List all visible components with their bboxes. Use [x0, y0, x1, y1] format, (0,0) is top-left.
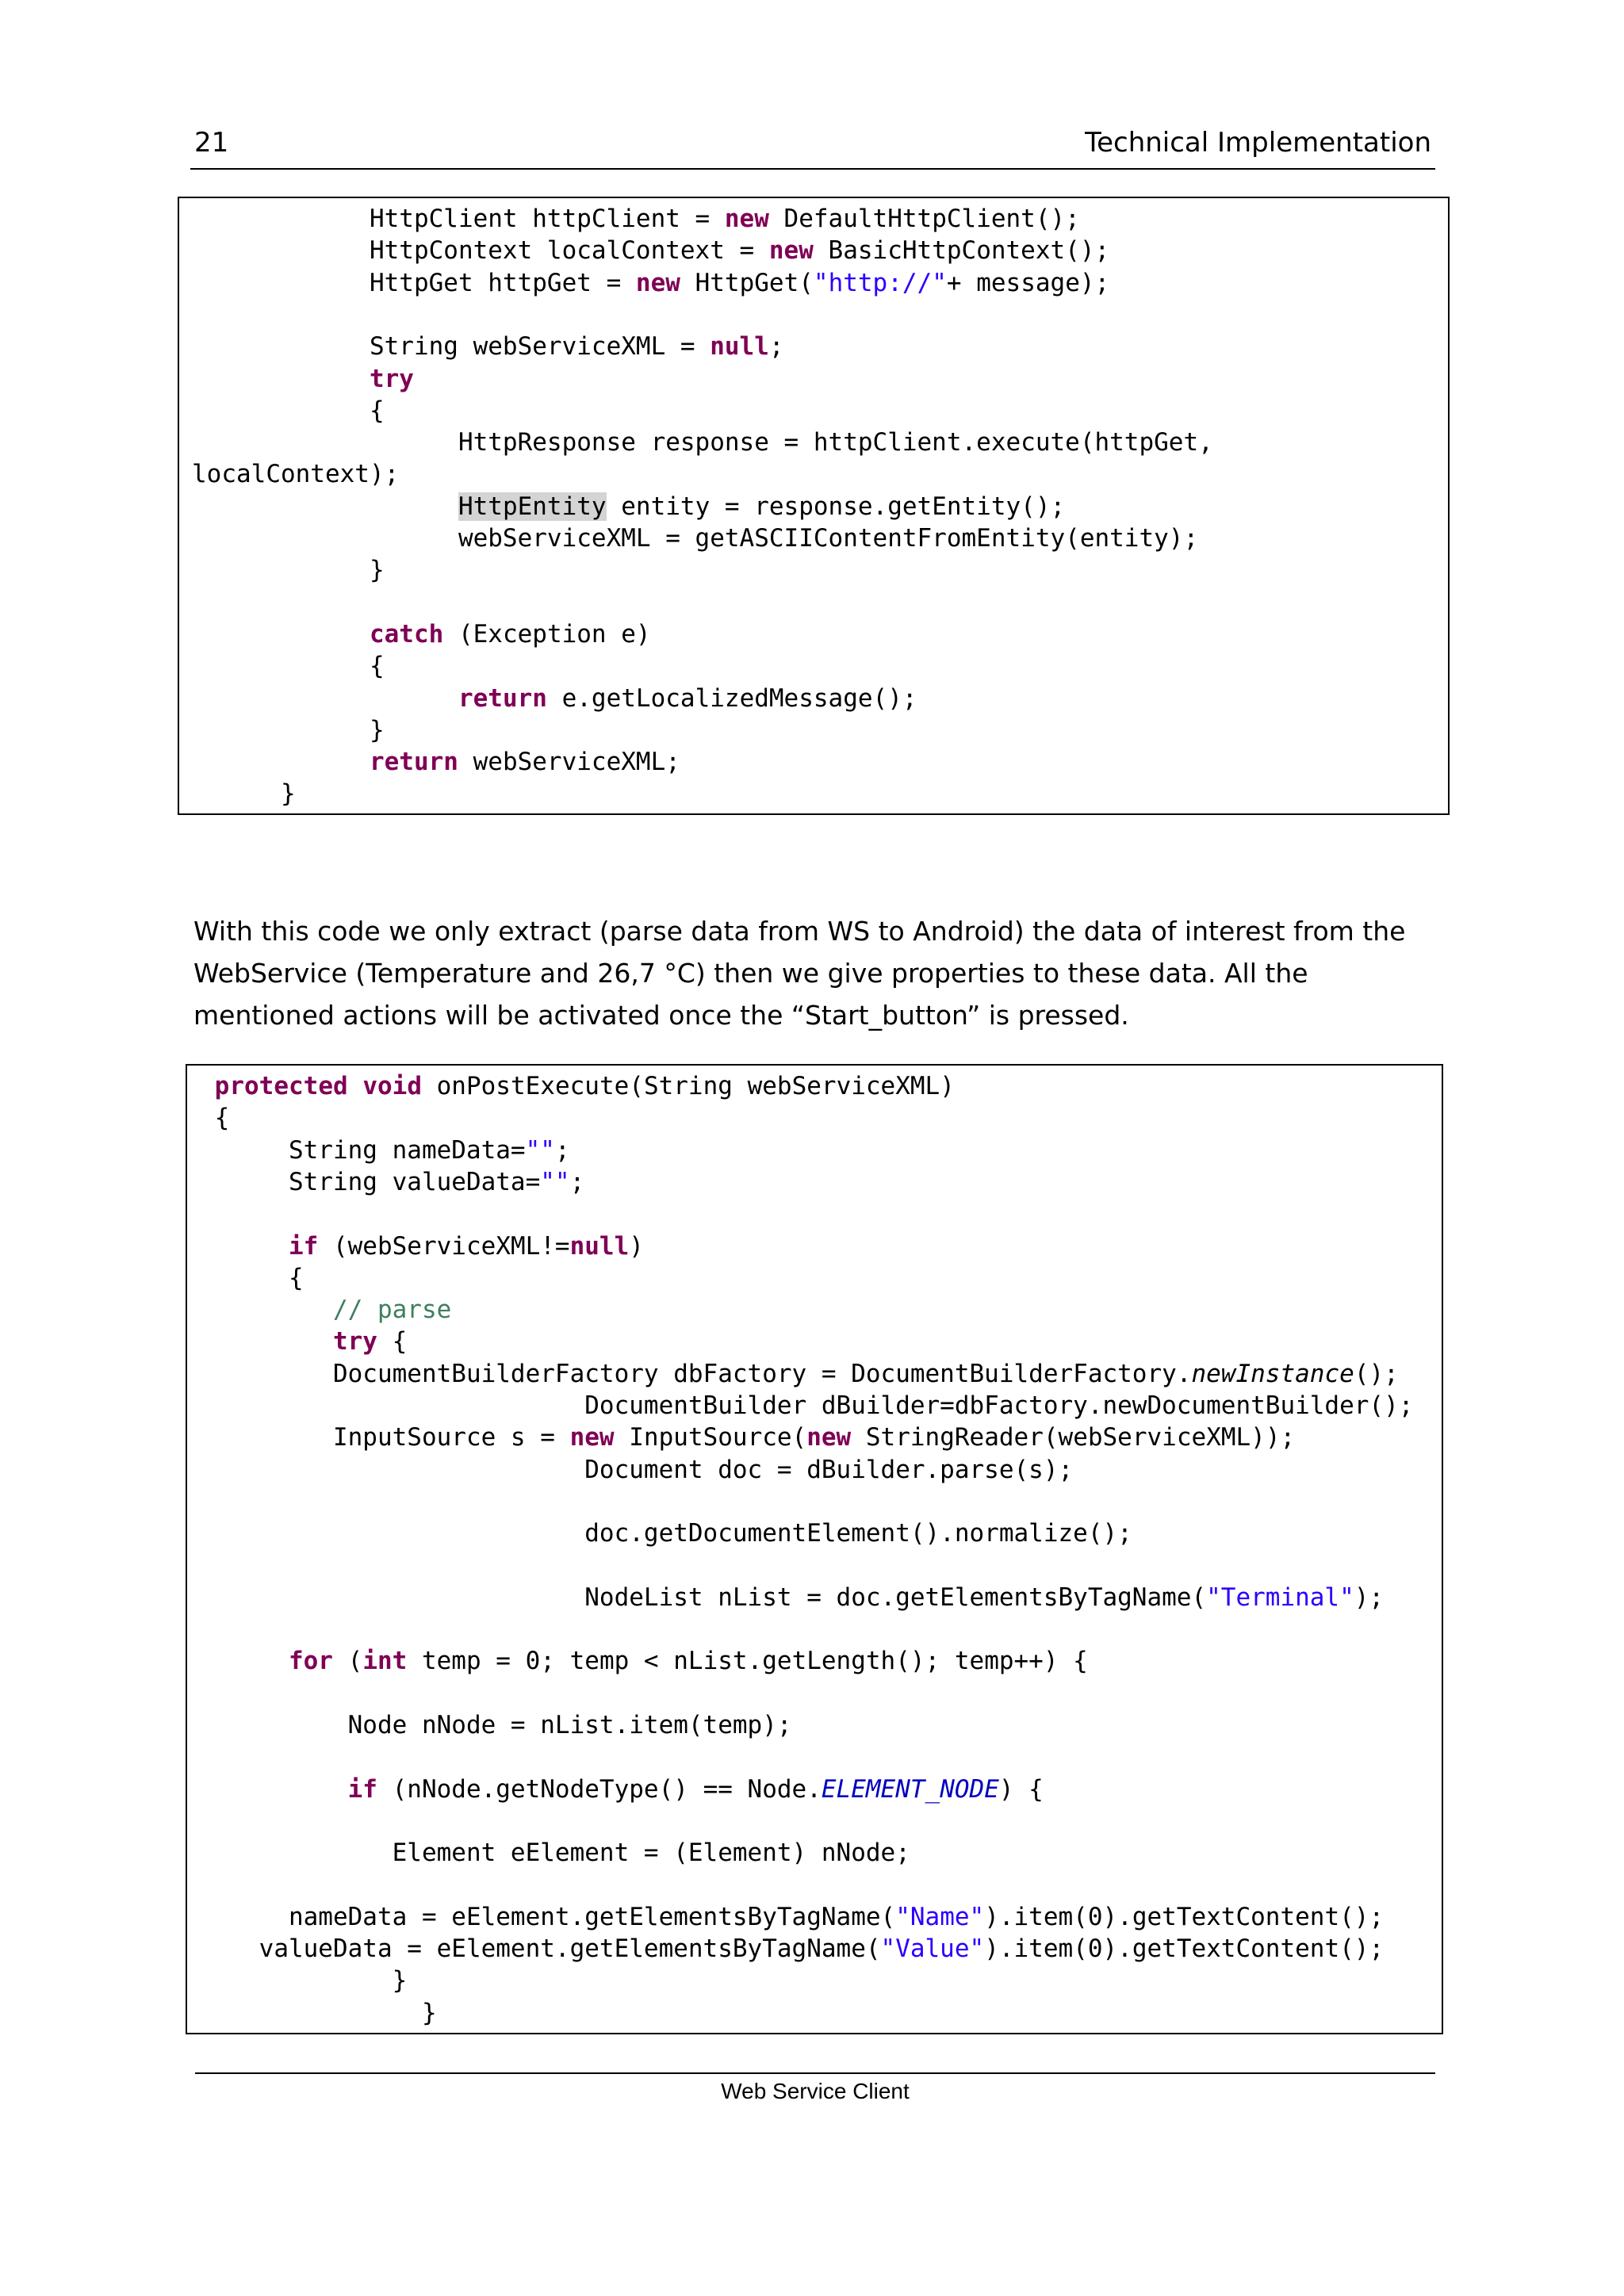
- code-line: [200, 1166, 584, 1198]
- code-line: [192, 267, 1109, 299]
- code-line: [192, 331, 784, 362]
- code-line: [200, 1358, 1399, 1390]
- code-line: [192, 554, 385, 586]
- code-token: [200, 1327, 333, 1356]
- code-token: [192, 620, 370, 649]
- code-token: {: [192, 652, 385, 681]
- code-token: {: [200, 1104, 230, 1133]
- code-line: [192, 458, 399, 490]
- code-token: ;: [569, 1167, 585, 1196]
- code-token: "http://": [813, 268, 947, 297]
- code-token: valueData = eElement.getElementsByTagName(: [200, 1934, 881, 1964]
- code-line: [200, 1837, 910, 1869]
- code-token: Node nNode = nList.item(temp);: [200, 1711, 792, 1739]
- code-line: [200, 1933, 1384, 1965]
- code-token: "": [540, 1167, 570, 1196]
- code-token: ;: [768, 332, 784, 362]
- code-token: entity = response.getEntity();: [606, 492, 1066, 521]
- code-line: [200, 1774, 1044, 1805]
- code-token: doc.getDocumentElement().normalize();: [200, 1519, 1132, 1548]
- code-token: "Value": [880, 1934, 985, 1964]
- code-token: newInstance: [1191, 1359, 1354, 1388]
- code-token: HttpContext localContext =: [192, 236, 769, 266]
- code-token: String nameData=: [200, 1135, 526, 1165]
- code-token: if: [288, 1231, 319, 1261]
- code-line: [200, 1230, 644, 1262]
- code-line: [200, 1422, 1295, 1453]
- code-line: [200, 1709, 792, 1741]
- code-token: temp = 0; temp < nList.getLength(); temp++) {: [407, 1647, 1088, 1676]
- code-token: DocumentBuilderFactory dbFactory = DocumentBuilderFactory.: [200, 1359, 1192, 1388]
- code-block-on-post-execute: [186, 1064, 1443, 2034]
- code-token: (: [332, 1647, 363, 1676]
- code-token: nameData = eElement.getElementsByTagName(: [200, 1902, 896, 1931]
- code-line: [192, 395, 385, 427]
- code-token: NodeList nList = doc.getElementsByTagName(: [200, 1582, 1207, 1612]
- code-token: null: [710, 332, 769, 362]
- code-token: }: [192, 556, 385, 585]
- code-token: StringReader(webServiceXML));: [851, 1423, 1296, 1452]
- code-token: (webServiceXML!=: [318, 1231, 570, 1261]
- code-token: [192, 684, 458, 713]
- code-line: [192, 618, 651, 650]
- code-line: [192, 235, 1109, 266]
- code-token: [192, 748, 370, 776]
- footer-text: Web Service Client: [721, 2079, 910, 2103]
- code-token: HttpGet(: [680, 268, 814, 297]
- code-token: [200, 1647, 289, 1675]
- code-line: [192, 746, 680, 778]
- code-token: [200, 1232, 289, 1261]
- section-title: Technical Implementation: [1085, 127, 1431, 159]
- code-token: return: [369, 748, 458, 777]
- code-token: ).item(0).getTextContent();: [984, 1934, 1385, 1964]
- code-line: [192, 427, 1213, 458]
- code-line: [200, 1135, 570, 1166]
- code-token: ();: [1354, 1359, 1399, 1388]
- code-line: [200, 1326, 407, 1357]
- code-token: [200, 1775, 348, 1804]
- code-line: [200, 1294, 451, 1326]
- code-line: [200, 1901, 1384, 1933]
- code-token: {: [200, 1263, 304, 1292]
- code-token: return: [458, 683, 547, 713]
- code-line: [200, 1070, 955, 1102]
- page-header: [190, 119, 1435, 170]
- code-token: webServiceXML = getASCIIContentFromEntity(entity);: [192, 524, 1199, 553]
- code-token: e.getLocalizedMessage();: [546, 683, 917, 713]
- code-line: [200, 1582, 1384, 1613]
- code-token: }: [200, 1966, 408, 1996]
- code-token: DefaultHttpClient();: [768, 205, 1080, 233]
- code-token: protected: [214, 1072, 348, 1100]
- code-token: String webServiceXML =: [192, 332, 710, 362]
- code-token: HttpEntity: [458, 492, 607, 521]
- code-block-http-request: [178, 197, 1450, 815]
- code-token: BasicHttpContext();: [813, 236, 1110, 266]
- code-line: [200, 1997, 437, 2029]
- code-line: [200, 1965, 407, 1996]
- code-line: [200, 1390, 1413, 1422]
- code-token: void: [362, 1072, 422, 1100]
- code-token: (Exception e): [443, 619, 651, 649]
- code-line: [192, 778, 296, 809]
- code-token: ).item(0).getTextContent();: [984, 1902, 1385, 1931]
- code-token: (nNode.getNodeType() == Node.: [377, 1774, 822, 1804]
- code-token: new: [569, 1423, 615, 1452]
- code-token: localContext);: [192, 460, 400, 489]
- code-token: HttpGet httpGet =: [192, 268, 636, 297]
- code-token: ): [629, 1231, 644, 1261]
- code-token: new: [806, 1423, 852, 1452]
- code-token: "": [525, 1135, 555, 1165]
- code-token: int: [362, 1647, 408, 1676]
- code-token: InputSource s =: [200, 1423, 570, 1452]
- code-token: + message);: [946, 268, 1110, 297]
- code-token: new: [635, 268, 680, 297]
- code-token: [200, 1072, 215, 1100]
- code-line: [200, 1454, 1073, 1486]
- code-token: [192, 492, 458, 521]
- code-token: ) {: [998, 1774, 1044, 1804]
- code-line: [192, 683, 917, 714]
- code-token: );: [1354, 1582, 1385, 1612]
- code-line: [192, 650, 385, 682]
- code-line: [192, 714, 385, 746]
- code-token: HttpClient httpClient =: [192, 205, 725, 233]
- code-token: ELEMENT_NODE: [821, 1774, 999, 1804]
- code-token: {: [377, 1327, 408, 1357]
- code-token: try: [332, 1327, 377, 1357]
- code-line: [192, 363, 414, 395]
- code-line: [200, 1262, 304, 1294]
- code-token: onPostExecute(String webServiceXML): [421, 1072, 955, 1100]
- code-token: String valueData=: [200, 1167, 541, 1196]
- code-line: [200, 1645, 1088, 1677]
- code-token: webServiceXML;: [458, 748, 680, 777]
- code-token: InputSource(: [614, 1423, 807, 1452]
- footer-rule: [195, 2072, 1435, 2074]
- code-token: new: [724, 205, 769, 233]
- code-token: null: [569, 1231, 630, 1261]
- code-token: [192, 365, 370, 393]
- code-line: [200, 1517, 1132, 1549]
- code-token: Document doc = dBuilder.parse(s);: [200, 1455, 1074, 1484]
- code-token: [348, 1072, 363, 1100]
- page-number: 21: [194, 127, 229, 159]
- code-token: }: [200, 1998, 437, 2027]
- code-line: [192, 491, 1065, 522]
- code-token: "Name": [895, 1902, 985, 1931]
- code-token: for: [288, 1647, 333, 1676]
- code-token: try: [369, 364, 414, 393]
- code-token: [200, 1295, 333, 1324]
- code-token: new: [768, 236, 814, 266]
- code-token: {: [192, 396, 385, 425]
- code-token: "Terminal": [1206, 1582, 1354, 1612]
- code-token: }: [192, 715, 385, 744]
- body-paragraph: With this code we only extract (parse data from WS to Android) the data of interest from the WebService (Temperature and 26,7 °C) then we give properties to these data. All the mentioned actions will be activated once the “Start_button” is pressed.: [193, 916, 1406, 1031]
- code-line: [192, 522, 1198, 554]
- code-token: if: [347, 1774, 377, 1804]
- code-token: }: [192, 779, 296, 809]
- code-line: [192, 203, 1080, 235]
- code-token: ;: [554, 1135, 570, 1165]
- code-token: DocumentBuilder dBuilder=dbFactory.newDocumentBuilder();: [200, 1391, 1414, 1420]
- code-token: HttpResponse response = httpClient.execute(httpGet,: [192, 428, 1213, 457]
- code-token: Element eElement = (Element) nNode;: [200, 1839, 910, 1868]
- code-token: catch: [369, 619, 444, 649]
- code-token: // parse: [332, 1295, 452, 1325]
- code-line: [200, 1102, 229, 1134]
